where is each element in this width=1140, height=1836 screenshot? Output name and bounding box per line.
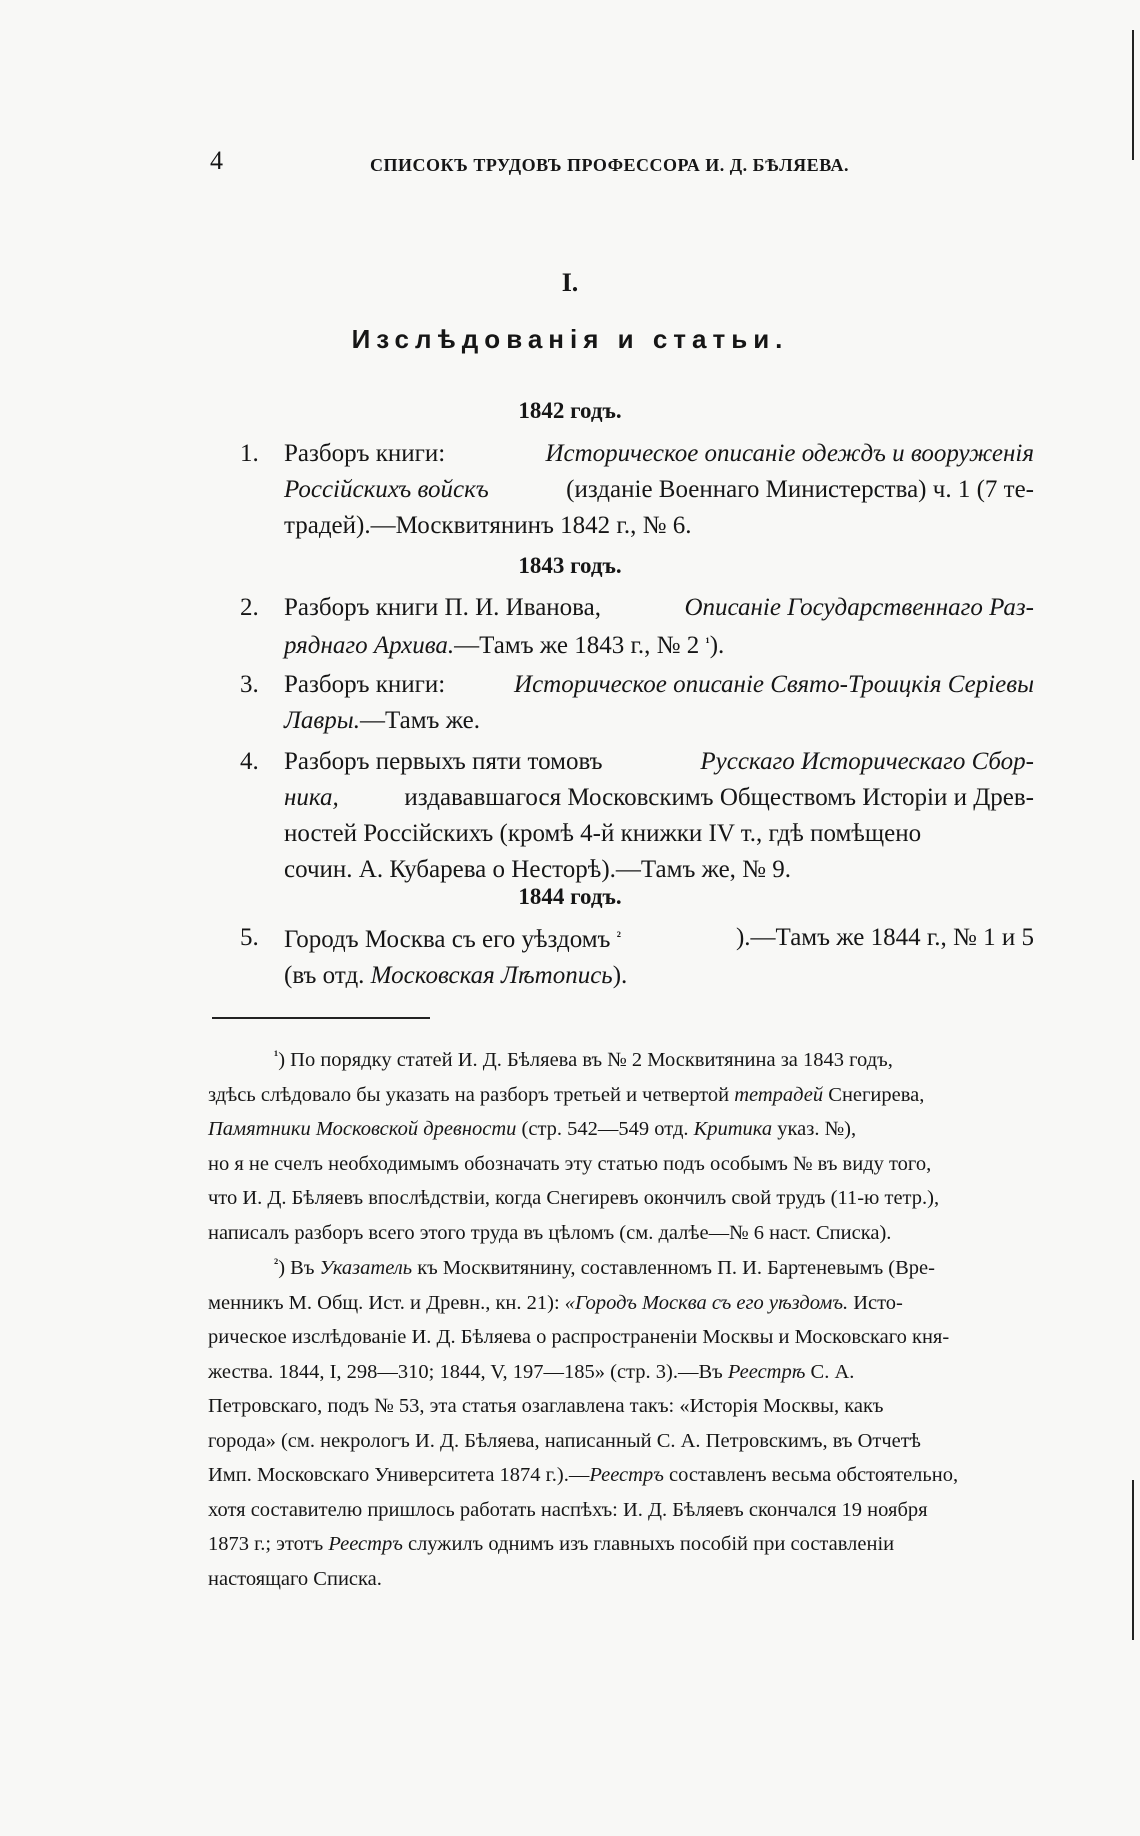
footnote-text: Имп. Московскаго Университета 1874 г.).—	[208, 1464, 590, 1486]
entry-text: Городъ Москва съ его уѣздомъ	[284, 926, 617, 953]
entry-text: ).	[709, 632, 725, 659]
footnote-ref: ²	[616, 930, 621, 945]
work-title: Лавры.	[284, 707, 360, 734]
footnote-line: рическое изслѣдованіе И. Д. Бѣляева о распространеніи Москвы и Московскаго кня-	[208, 1326, 950, 1348]
entry-line: традей).—Москвитянинъ 1842 г., № 6.	[284, 512, 692, 539]
entry-line	[244, 703, 1034, 739]
footnote-line: но я не счелъ необходимымъ обозначать эту статью подъ особымъ № въ виду того,	[208, 1152, 932, 1175]
entry-line	[244, 920, 1034, 958]
footnote-text: служилъ однимъ изъ главныхъ пособій при составленіи	[402, 1533, 895, 1555]
footnote-line	[208, 1248, 1036, 1286]
footnote-line: Петровскаго, подъ № 53, эта статья озаглавлена такъ: «Исторія Москвы, какъ	[208, 1395, 884, 1417]
entry-number: 5.	[240, 924, 259, 951]
footnote-mark: ²	[274, 1257, 279, 1272]
entry-text: ).	[612, 962, 628, 989]
entry-text: —Тамъ же 1843 г., № 2	[454, 632, 706, 659]
work-title: ника,	[284, 784, 339, 811]
footnote-text: Снегирева,	[823, 1083, 925, 1106]
entry-number: 1.	[240, 440, 259, 467]
work-title: Историческое описаніе Свято-Троицкія Серіевы	[514, 671, 1034, 698]
work-title: Памятники Московской древности	[208, 1118, 517, 1140]
footnote-text: (стр. 542—549 отд.	[516, 1118, 694, 1140]
entry-line	[244, 744, 1034, 780]
entry-line	[244, 590, 1034, 626]
work-title: Реестрѣ	[727, 1360, 806, 1383]
footnote-line	[208, 1078, 1036, 1113]
entry-text: —Тамъ же.	[359, 707, 481, 734]
scan-edge-mark	[1132, 1480, 1134, 1640]
footnote-line	[208, 1527, 1036, 1562]
entry-5	[240, 920, 1034, 994]
entry-line: ностей Россійскихъ (кромѣ 4-й книжки IV т., гдѣ помѣщено	[284, 820, 922, 847]
footnote-text: ) Въ	[278, 1257, 320, 1279]
entry-text: (въ отд.	[284, 962, 371, 989]
footnote-line	[208, 1355, 1036, 1390]
work-title: Реестръ	[328, 1533, 403, 1555]
scan-edge-mark	[1132, 30, 1134, 160]
footnote-line: города» (см. некрологъ И. Д. Бѣляева, написанный С. А. Петровскимъ, въ Отчетѣ	[208, 1429, 921, 1452]
work-title: тетрадей	[734, 1083, 824, 1106]
footnote-1	[208, 1040, 1036, 1250]
section-title: Изслѣдованія и статьи.	[351, 324, 789, 354]
footnote-mark: ¹	[274, 1049, 279, 1064]
footnote-text: ) По порядку статей И. Д. Бѣляева въ № 2 Москвитянина за 1843 годъ,	[278, 1049, 893, 1071]
entry-text: (изданіе Военнаго Министерства) ч. 1 (7 те-	[566, 476, 1034, 503]
work-title: Указатель	[319, 1257, 413, 1279]
footnote-text: указ. №),	[772, 1118, 857, 1140]
footnote-line	[208, 1286, 1036, 1321]
footnote-line: что И. Д. Бѣляевъ впослѣдствіи, когда Снегиревъ окончилъ свой трудъ (11-ю тетр.),	[208, 1187, 940, 1209]
footnote-text: 1873 г.; этотъ	[208, 1533, 329, 1555]
year-heading-1842: 1842 годъ.	[518, 398, 622, 423]
entry-line	[244, 780, 1034, 816]
footnote-text: составленъ весьма обстоятельно,	[663, 1464, 959, 1486]
entry-number: 3.	[240, 671, 259, 698]
footnote-line	[208, 1458, 1036, 1493]
footnote-line: хотя составителю пришлось работать наспѣхъ: И. Д. Бѣляевъ скончался 19 ноября	[208, 1498, 928, 1521]
footnote-ref: ¹	[705, 636, 710, 651]
footnote-text: С. А.	[805, 1360, 855, 1383]
work-title: Историческое описаніе одеждъ и вооруженія	[545, 440, 1034, 467]
work-title: Русскаго Историческаго Сбор-	[700, 748, 1034, 775]
entry-text: издававшагося Московскимъ Обществомъ Исторіи и Древ-	[404, 784, 1034, 811]
footnote-2	[208, 1248, 1036, 1596]
entry-text: ).—Тамъ же 1844 г., № 1 и 5	[735, 924, 1034, 951]
entry-4	[240, 744, 1034, 888]
entry-line	[244, 958, 1034, 994]
entry-text: Разборъ книги:	[284, 671, 446, 698]
entry-3	[240, 667, 1034, 739]
work-title: ряднаго Архива.	[284, 632, 455, 659]
entry-line	[244, 436, 1034, 472]
work-title: Россійскихъ войскъ	[284, 476, 489, 503]
entry-line	[244, 472, 1034, 508]
work-title: Описаніе Государственнаго Раз-	[684, 594, 1034, 621]
entry-text: Разборъ книги:	[284, 440, 446, 467]
work-title: Реестръ	[589, 1464, 664, 1486]
section-numeral: I.	[561, 268, 579, 297]
footnote-line	[208, 1040, 1036, 1078]
entry-text: Разборъ книги П. И. Иванова,	[284, 594, 601, 621]
footnote-line: настоящаго Списка.	[208, 1567, 382, 1590]
footnote-separator	[212, 1017, 430, 1019]
entry-number: 2.	[240, 594, 259, 621]
work-title: «Городъ Москва съ его уѣздомъ.	[564, 1291, 849, 1314]
footnote-text: къ Москвитянину, составленномъ П. И. Бартеневымъ (Вре-	[412, 1257, 935, 1279]
work-title: Московская Лѣтопись	[370, 962, 613, 989]
footnote-text: Исто-	[848, 1291, 903, 1314]
work-title: Критика	[693, 1118, 773, 1140]
footnote-text: менникъ М. Общ. Ист. и Древн., кн. 21):	[208, 1291, 565, 1314]
entry-line	[244, 667, 1034, 703]
entry-line: сочин. А. Кубарева о Несторѣ).—Тамъ же, № 9.	[284, 856, 792, 883]
year-heading-1844: 1844 годъ.	[518, 884, 622, 909]
entry-number: 4.	[240, 748, 259, 775]
footnote-line	[208, 1112, 1036, 1147]
entry-line	[244, 626, 1034, 664]
page-number: 4	[210, 146, 224, 175]
year-heading-1843: 1843 годъ.	[518, 553, 622, 578]
footnote-text: здѣсь слѣдовало бы указать на разборъ третьей и четвертой	[208, 1083, 735, 1106]
footnote-text: жества. 1844, I, 298—310; 1844, V, 197—185» (стр. 3).—Въ	[208, 1360, 728, 1383]
entry-1	[240, 436, 1034, 544]
running-title: СПИСОКЪ ТРУДОВЪ ПРОФЕССОРА И. Д. БѢЛЯЕВА.	[370, 155, 850, 175]
footnote-line: написалъ разборъ всего этого труда въ цѣломъ (см. далѣе—№ 6 наст. Списка).	[208, 1221, 892, 1244]
entry-2	[240, 590, 1034, 664]
entry-text: Разборъ первыхъ пяти томовъ	[284, 748, 603, 775]
